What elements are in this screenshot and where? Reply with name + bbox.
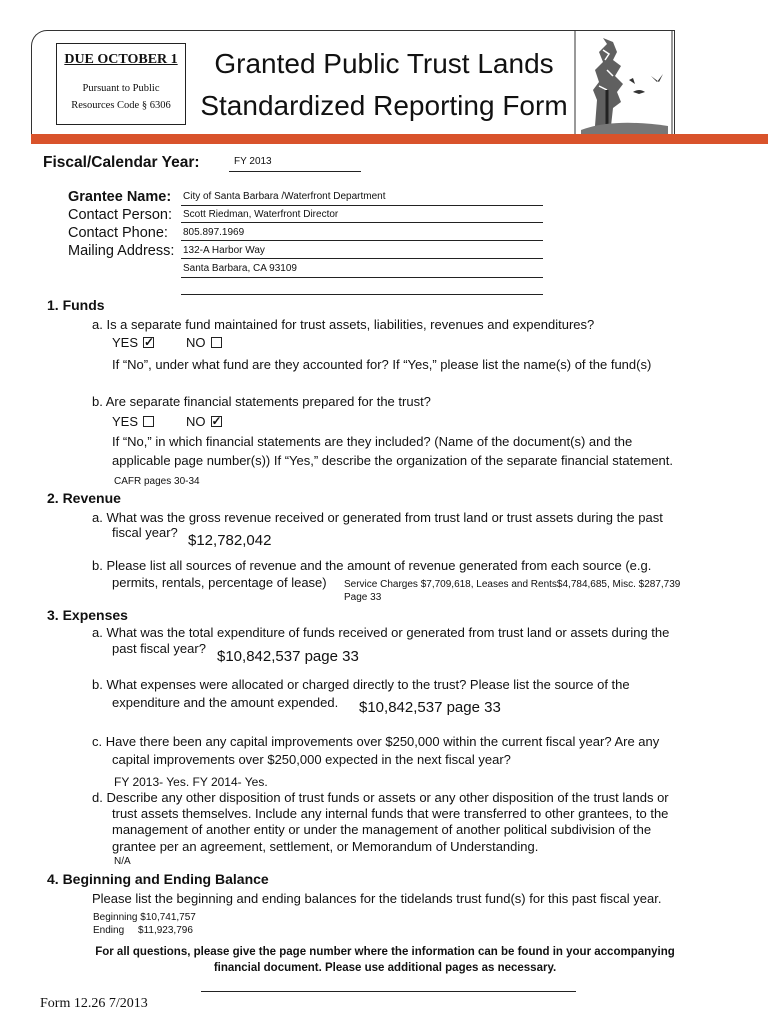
expenses-question-b-2: expenditure and the amount expended. [112,695,339,710]
funds-b-answer[interactable]: CAFR pages 30-34 [114,476,200,487]
grantee-name-value[interactable]: City of Santa Barbara /Waterfront Department [183,191,386,202]
funds-question-b: b. Are separate financial statements prepared for the trust? [92,394,431,409]
expenses-question-a-2: past fiscal year? [112,641,206,656]
footer-note-1: For all questions, please give the page number where the information can be found in your accompanying [95,946,675,958]
expenses-d-answer[interactable]: N/A [114,856,131,867]
mailing-address-underline-3 [181,294,543,295]
due-date-subtitle-1: Pursuant to Public [82,83,160,94]
expenses-question-d-3: management of another entity or under the management of another political subdivision of the [112,822,652,837]
revenue-b-answer-1[interactable]: Service Charges $7,709,618, Leases and Rents$4,784,685, Misc. $287,739 [344,579,681,590]
expenses-question-c-2: capital improvements over $250,000 expected in the next fiscal year? [112,752,511,767]
expenses-question-d-1: d. Describe any other disposition of trust funds or assets or any other disposition of the trust lands or [92,790,669,805]
funds-b-follow-up-1: If “No,” in which financial statements are they included? (Name of the document(s) and the [112,434,633,449]
contact-phone-value[interactable]: 805.897.1969 [183,227,245,238]
expenses-question-d-2: trust assets themselves. Include any internal funds that were transferred to other grantees, to the [112,806,669,821]
header-accent-bar [31,134,768,144]
fiscal-year-underline [229,171,361,172]
section-revenue-heading: 2. Revenue [47,490,121,506]
expenses-a-answer[interactable]: $10,842,537 page 33 [217,648,359,665]
expenses-b-answer[interactable]: $10,842,537 page 33 [359,699,501,716]
funds-a-no-checkbox[interactable] [211,337,222,348]
due-date-box [56,43,186,125]
mailing-address-label: Mailing Address: [68,243,175,259]
funds-a-yes-label: YES [112,335,139,350]
fiscal-year-label: Fiscal/Calendar Year: [43,154,200,171]
mailing-address-line-2[interactable]: Santa Barbara, CA 93109 [183,263,297,274]
funds-b-no-option[interactable] [186,413,222,431]
mailing-address-underline-2 [181,277,543,278]
contact-phone-underline [181,240,543,241]
mailing-address-line-1[interactable]: 132-A Harbor Way [183,245,265,256]
balance-beginning[interactable]: Beginning $10,741,757 [93,912,196,923]
footer-rule [201,991,576,992]
section-balance-heading: 4. Beginning and Ending Balance [47,871,269,887]
balance-ending[interactable]: Ending $11,923,796 [93,925,193,936]
expenses-question-b-1: b. What expenses were allocated or charged directly to the trust? Please list the source of the [92,677,630,692]
revenue-question-a-2: fiscal year? [112,525,178,540]
funds-a-yes-option[interactable] [112,334,154,352]
funds-a-no-option[interactable] [186,334,222,352]
funds-b-yes-label: YES [112,414,139,429]
footer-note-2: financial document. Please use additional pages as necessary. [213,962,557,974]
section-funds-heading: 1. Funds [47,297,105,313]
funds-question-a: a. Is a separate fund maintained for trust assets, liabilities, revenues and expenditures? [92,317,595,332]
tree-logo-icon [573,30,673,136]
funds-b-no-label: NO [186,414,206,429]
revenue-question-b-1: b. Please list all sources of revenue and the amount of revenue generated from each source (e.g. [92,558,652,573]
revenue-question-b-2: permits, rentals, percentage of lease) [112,575,327,590]
balance-question: Please list the beginning and ending balances for the tidelands trust fund(s) for this past fiscal year. [92,891,662,906]
expenses-question-c-1: c. Have there been any capital improvements over $250,000 within the current fiscal year? Are any [92,734,660,749]
form-title-line-1: Granted Public Trust Lands [214,48,554,79]
expenses-c-answer[interactable]: FY 2013- Yes. FY 2014- Yes. [114,775,268,789]
revenue-b-answer-2[interactable]: Page 33 [344,592,382,603]
funds-b-no-checkbox[interactable] [211,416,222,427]
expenses-question-a-1: a. What was the total expenditure of funds received or generated from trust land or assets during the [92,625,670,640]
form-title-line-2: Standardized Reporting Form [200,90,568,121]
expenses-question-d-4: grantee per an agreement, settlement, or Memorandum of Understanding. [112,839,539,854]
funds-b-yes-option[interactable] [112,413,154,431]
funds-a-no-label: NO [186,335,206,350]
form-number: Form 12.26 7/2013 [40,996,148,1011]
funds-a-yes-checkbox[interactable] [143,337,154,348]
fiscal-year-value[interactable]: FY 2013 [234,156,272,167]
mailing-address-underline-1 [181,258,543,259]
grantee-name-label: Grantee Name: [68,189,172,205]
contact-person-value[interactable]: Scott Riedman, Waterfront Director [183,209,339,220]
funds-b-yes-checkbox[interactable] [143,416,154,427]
funds-a-follow-up: If “No”, under what fund are they accounted for? If “Yes,” please list the name(s) of the fund(s) [112,357,652,372]
due-date-title: DUE OCTOBER 1 [64,52,178,67]
contact-phone-label: Contact Phone: [68,225,168,241]
grantee-name-underline [181,205,543,206]
contact-person-label: Contact Person: [68,207,172,223]
due-date-subtitle-2: Resources Code § 6306 [71,100,171,111]
revenue-a-answer[interactable]: $12,782,042 [188,532,272,549]
section-expenses-heading: 3. Expenses [47,607,128,623]
revenue-question-a-1: a. What was the gross revenue received or generated from trust land or trust assets during the past [92,510,663,525]
contact-person-underline [181,222,543,223]
funds-b-follow-up-2: applicable page number(s)) If “Yes,” describe the organization of the separate financial statement. [112,453,674,468]
